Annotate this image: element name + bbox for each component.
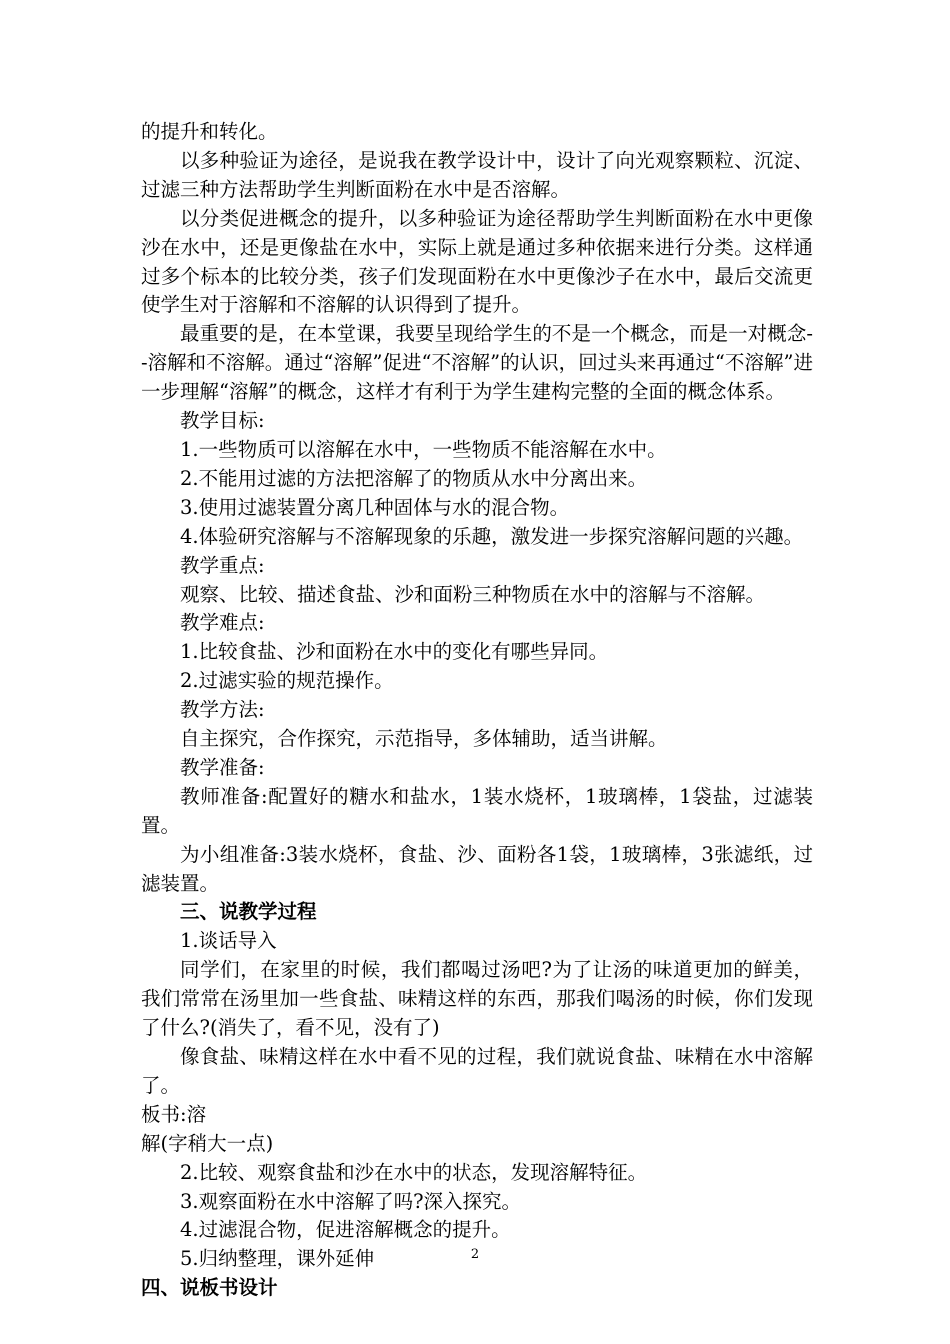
paragraph: 的提升和转化。	[141, 120, 278, 143]
key-points-heading: 教学重点:	[180, 553, 265, 577]
method-item: 自主探究，合作探究，示范指导，多体辅助，适当讲解。	[180, 727, 668, 751]
paragraph: 同学们，在家里的时候，我们都喝过汤吧?为了让汤的味道更加的鲜美，我们常常在汤里加一些食盐、味精这样的东西，那我们喝汤的时候，你们发现了什么?(消失了，看不见，没有了)	[141, 958, 813, 1040]
board-note: 板书:溶	[141, 1102, 207, 1126]
goal-item: 1.一些物质可以溶解在水中，一些物质不能溶解在水中。	[180, 437, 667, 461]
goals-heading: 教学目标:	[180, 409, 265, 433]
preparation-heading: 教学准备:	[180, 755, 265, 779]
process-step: 4.过滤混合物，促进溶解概念的提升。	[180, 1218, 511, 1242]
paragraph: 以多种验证为途径，是说我在教学设计中，设计了向光观察颗粒、沉淀、过滤三种方法帮助学生判断面粉在水中是否溶解。	[141, 148, 813, 201]
page-number: 2	[470, 1247, 480, 1262]
preparation-item: 教师准备:配置好的糖水和盐水，1装水烧杯，1玻璃棒，1袋盐，过滤装置。	[141, 784, 813, 837]
paragraph: 最重要的是，在本堂课，我要呈现给学生的不是一个概念，而是一对概念--溶解和不溶解。通过“溶解”促进“不溶解”的认识，回过头来再通过“不溶解”进一步理解“溶解”的概念，这样才有利于为学生建构完整的全面的概念体系。	[141, 322, 813, 404]
process-step: 5.归纳整理，课外延伸	[180, 1247, 375, 1271]
paragraph: 以分类促进概念的提升，以多种验证为途径帮助学生判断面粉在水中更像沙在水中，还是更像盐在水中，实际上就是通过多种依据来进行分类。这样通过多个标本的比较分类，孩子们发现面粉在水中更像沙子在水中，最后交流更使学生对于溶解和不溶解的认识得到了提升。	[141, 206, 813, 317]
process-step: 2.比较、观察食盐和沙在水中的状态，发现溶解特征。	[180, 1160, 648, 1184]
document-body	[141, 118, 813, 1303]
method-heading: 教学方法:	[180, 698, 265, 722]
section-heading-4: 四、说板书设计	[141, 1276, 278, 1300]
difficulty-heading: 教学难点:	[180, 611, 265, 635]
goal-item: 2.不能用过滤的方法把溶解了的物质从水中分离出来。	[180, 466, 648, 490]
process-step: 1.谈话导入	[180, 929, 277, 953]
process-step: 3.观察面粉在水中溶解了吗?深入探究。	[180, 1189, 522, 1213]
section-heading-3: 三、说教学过程	[180, 900, 317, 924]
board-note-continued: 解(字稍大一点)	[141, 1131, 274, 1155]
goal-item: 3.使用过滤装置分离几种固体与水的混合物。	[180, 495, 570, 519]
difficulty-item: 2.过滤实验的规范操作。	[180, 669, 394, 693]
paragraph: 像食盐、味精这样在水中看不见的过程，我们就说食盐、味精在水中溶解了。	[141, 1045, 813, 1097]
difficulty-item: 1.比较食盐、沙和面粉在水中的变化有哪些异同。	[180, 640, 609, 664]
goal-item: 4.体验研究溶解与不溶解现象的乐趣，激发进一步探究溶解问题的兴趣。	[180, 524, 804, 548]
key-point-item: 观察、比较、描述食盐、沙和面粉三种物质在水中的溶解与不溶解。	[180, 582, 766, 606]
preparation-item: 为小组准备:3装水烧杯，食盐、沙、面粉各1袋，1玻璃棒，3张滤纸，过滤装置。	[141, 842, 813, 895]
